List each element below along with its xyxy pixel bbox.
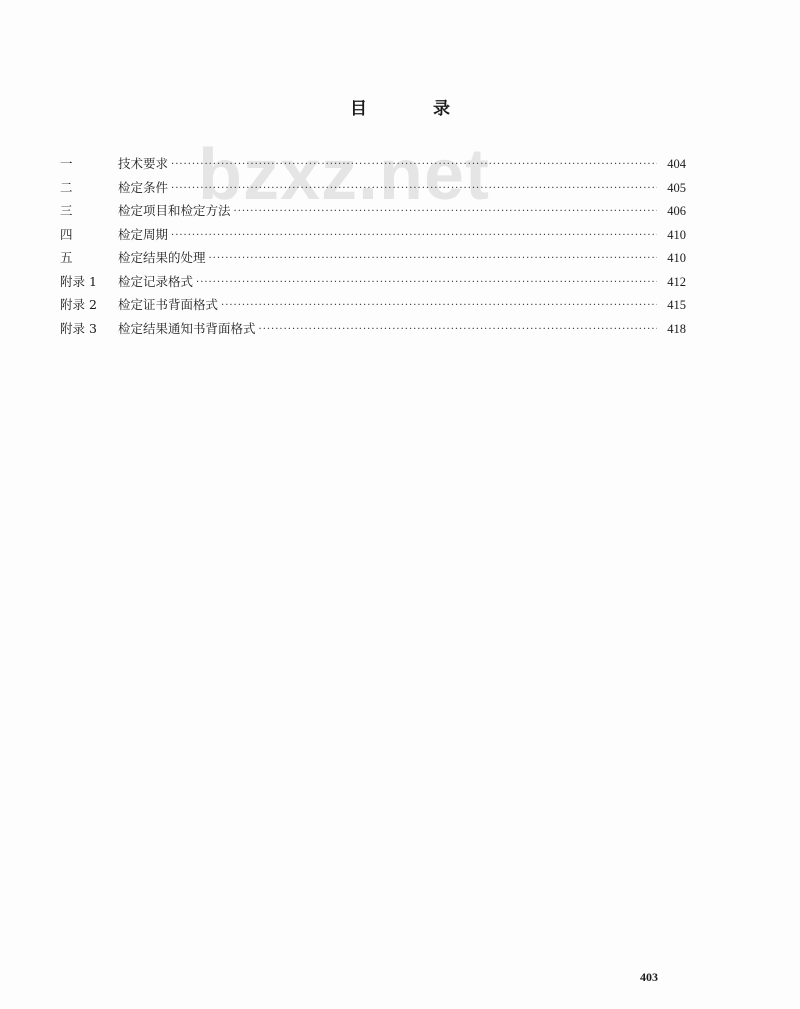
dot-leader	[171, 177, 657, 201]
watermark: bzxz.net	[198, 135, 491, 215]
toc-entry-2[interactable]	[60, 176, 686, 200]
toc-entry-1[interactable]	[60, 152, 686, 176]
toc-entry-6[interactable]	[60, 270, 686, 294]
dot-leader	[259, 318, 657, 342]
page-number: 403	[640, 970, 658, 984]
toc-entry-5[interactable]	[60, 246, 686, 270]
toc-entry-page: 410	[667, 227, 686, 242]
dot-leader	[221, 294, 657, 318]
toc-entry-label: 检定结果通知书背面格式	[118, 320, 256, 336]
toc-entry-page: 418	[667, 321, 686, 336]
toc-entry-number: 三	[60, 203, 73, 218]
toc-entry-number: 一	[60, 156, 73, 171]
page-title	[0, 94, 800, 119]
toc-entry-page: 412	[667, 274, 686, 289]
title-char-1: 目	[350, 99, 367, 119]
toc-entry-label: 技术要求	[118, 156, 169, 171]
toc-entry-number: 附录 3	[60, 320, 97, 336]
toc-entry-3[interactable]	[60, 199, 686, 223]
toc-entry-label: 检定项目和检定方法	[118, 203, 231, 218]
toc-entry-number: 附录 2	[60, 297, 97, 312]
table-of-contents	[60, 152, 686, 340]
toc-entry-page: 415	[667, 298, 686, 312]
toc-entry-8[interactable]	[60, 317, 686, 341]
dot-leader	[196, 271, 657, 295]
dot-leader	[171, 224, 657, 248]
toc-entry-number: 五	[60, 250, 73, 265]
toc-entry-4[interactable]	[60, 223, 686, 247]
toc-entry-label: 检定条件	[118, 179, 169, 195]
title-char-2: 录	[433, 99, 450, 119]
toc-entry-7[interactable]	[60, 293, 686, 317]
toc-entry-page: 410	[667, 251, 686, 265]
toc-entry-number: 四	[60, 226, 73, 242]
toc-entry-page: 404	[667, 157, 686, 171]
toc-entry-number: 二	[60, 179, 73, 195]
toc-entry-label: 检定记录格式	[118, 273, 194, 289]
toc-entry-label: 检定周期	[118, 226, 169, 242]
dot-leader	[171, 153, 657, 177]
dot-leader	[209, 247, 657, 271]
toc-entry-page: 405	[667, 180, 686, 195]
toc-entry-label: 检定结果的处理	[118, 250, 206, 265]
toc-entry-label: 检定证书背面格式	[118, 297, 219, 312]
dot-leader	[234, 200, 657, 224]
toc-entry-page: 406	[667, 204, 686, 218]
toc-entry-number: 附录 1	[60, 273, 97, 289]
